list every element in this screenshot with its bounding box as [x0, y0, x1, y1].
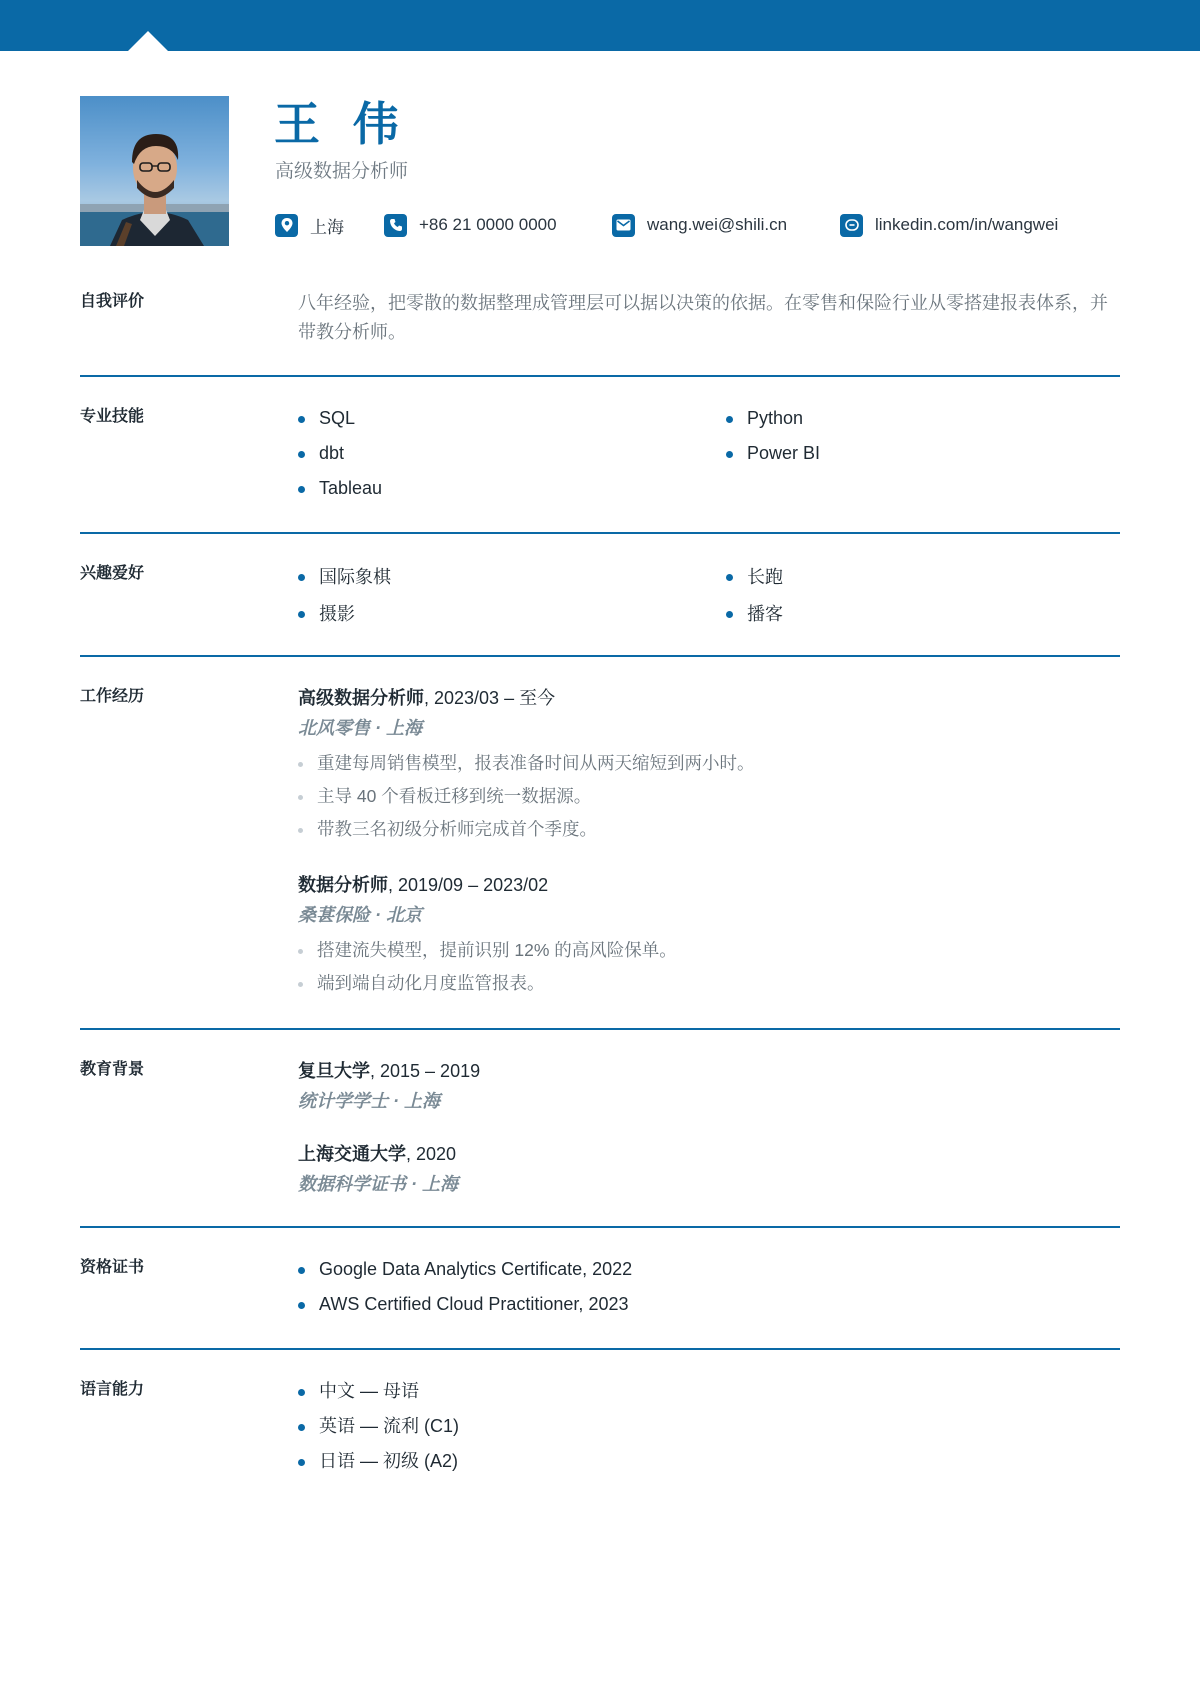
- contact-linkedin-text: linkedin.com/in/wangwei: [875, 215, 1059, 234]
- job-role: 高级数据分析师: [298, 688, 424, 708]
- education-header: [298, 1139, 1118, 1169]
- education-detail: 统计学学士 · 上海: [298, 1091, 440, 1111]
- job-entry: [298, 683, 1118, 846]
- top-banner: [0, 0, 1200, 51]
- banner-notch: [127, 31, 169, 52]
- candidate-name: 王 伟: [274, 98, 409, 150]
- job-organization: 桑葚保险 · 北京: [298, 905, 422, 925]
- list-item: 日语 — 初级 (A2): [298, 1444, 459, 1479]
- contact-location: [275, 211, 344, 239]
- education-period: , 2020: [406, 1144, 457, 1164]
- section-divider: [80, 1226, 1120, 1228]
- hobbies-list-left: [298, 559, 391, 633]
- section-label-languages: 语言能力: [80, 1381, 145, 1398]
- job-header: [298, 683, 1118, 713]
- job-role: 数据分析师: [298, 875, 388, 895]
- section-label-experience: 工作经历: [80, 688, 145, 705]
- location-pin-icon: [275, 214, 298, 237]
- contact-email-text: wang.wei@shili.cn: [647, 215, 788, 234]
- job-bullet: 搭建流失模型，提前识别 12% 的高风险保单。: [298, 934, 1118, 967]
- contact-linkedin[interactable]: [840, 211, 1058, 239]
- section-divider: [80, 655, 1120, 657]
- job-bullet: 重建每周销售模型，报表准备时间从两天缩短到两小时。: [298, 747, 1118, 780]
- section-divider: [80, 532, 1120, 534]
- list-item: 中文 — 母语: [298, 1374, 459, 1409]
- contact-location-text: 上海: [310, 217, 344, 237]
- mail-icon: [612, 214, 635, 237]
- contact-phone[interactable]: [384, 211, 557, 239]
- list-item: SQL: [298, 401, 382, 436]
- list-item: Python: [726, 401, 820, 436]
- section-label-education: 教育背景: [80, 1061, 145, 1078]
- education-header: [298, 1056, 1118, 1086]
- education-entry: [298, 1139, 1118, 1199]
- contact-email[interactable]: [612, 211, 787, 239]
- education-entry: [298, 1056, 1118, 1116]
- section-divider: [80, 1028, 1120, 1030]
- list-item: 长跑: [726, 559, 783, 596]
- list-item: dbt: [298, 436, 382, 471]
- profile-photo: [80, 96, 229, 246]
- skills-list-right: [726, 401, 820, 471]
- education-detail: 数据科学证书 · 上海: [298, 1174, 458, 1194]
- list-item: Power BI: [726, 436, 820, 471]
- section-label-hobbies: 兴趣爱好: [80, 565, 145, 582]
- phone-icon: [384, 214, 407, 237]
- contact-phone-text: +86 21 0000 0000: [419, 215, 557, 234]
- certificates-list: [298, 1252, 632, 1322]
- job-bullet: 主导 40 个看板迁移到统一数据源。: [298, 780, 1118, 813]
- school-name: 复旦大学: [298, 1061, 370, 1081]
- job-bullet: 带教三名初级分析师完成首个季度。: [298, 813, 1118, 846]
- list-item: Tableau: [298, 471, 382, 506]
- section-label-certificates: 资格证书: [80, 1259, 145, 1276]
- job-header: [298, 870, 1118, 900]
- summary-text: 八年经验，把零散的数据整理成管理层可以据以决策的依据。在零售和保险行业从零搭建报表体系，并带教分析师。: [298, 293, 1108, 342]
- school-name: 上海交通大学: [298, 1144, 406, 1164]
- job-period: , 2019/09 – 2023/02: [388, 875, 549, 895]
- job-bullet: 端到端自动化月度监管报表。: [298, 967, 1118, 1000]
- list-item: 播客: [726, 596, 783, 633]
- candidate-title: 高级数据分析师: [275, 161, 409, 182]
- list-item: 国际象棋: [298, 559, 391, 596]
- hobbies-list-right: [726, 559, 783, 633]
- list-item: 英语 — 流利 (C1): [298, 1409, 459, 1444]
- job-period: , 2023/03 – 至今: [424, 688, 556, 708]
- section-label-skills: 专业技能: [80, 408, 145, 425]
- section-divider: [80, 1348, 1120, 1350]
- skills-list-left: [298, 401, 382, 506]
- linkedin-icon: [840, 214, 863, 237]
- job-entry: [298, 870, 1118, 1000]
- portrait-image: [80, 96, 229, 246]
- job-organization: 北风零售 · 上海: [298, 718, 422, 738]
- section-label-summary: 自我评价: [80, 293, 145, 310]
- list-item: Google Data Analytics Certificate, 2022: [298, 1252, 632, 1287]
- list-item: AWS Certified Cloud Practitioner, 2023: [298, 1287, 632, 1322]
- list-item: 摄影: [298, 596, 391, 633]
- section-divider: [80, 375, 1120, 377]
- education-period: , 2015 – 2019: [370, 1061, 481, 1081]
- languages-list: [298, 1374, 459, 1479]
